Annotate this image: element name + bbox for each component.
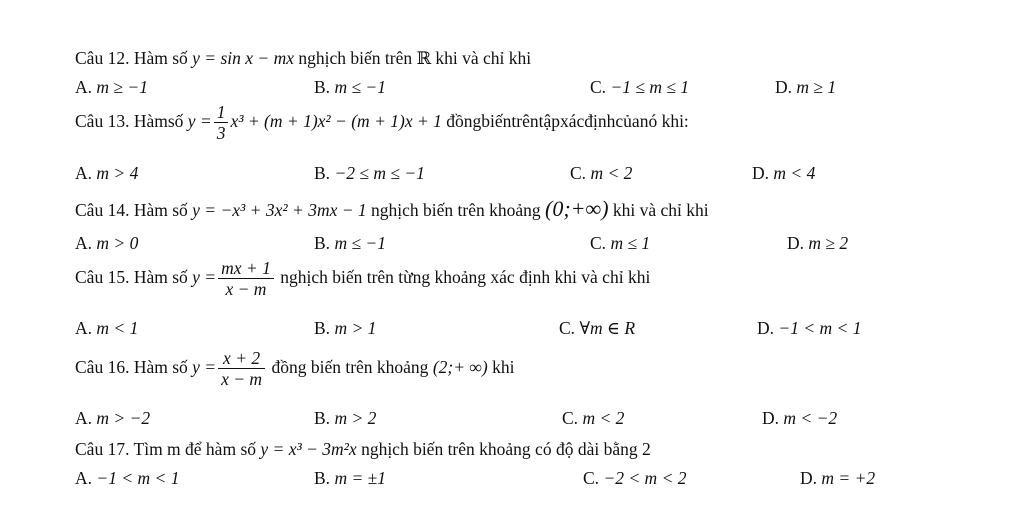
question-14-condition: khi và chỉ khi — [612, 200, 709, 220]
question-13-option-c: C. m < 2 — [570, 163, 633, 183]
question-12-formula: y = sin x − mx — [192, 48, 295, 68]
question-17-formula: y = x³ − 3m²x — [260, 439, 357, 459]
question-13-option-d: D. m < 4 — [752, 163, 816, 183]
question-14-option-b: B. m ≤ −1 — [314, 233, 386, 253]
question-14-option-c: C. m ≤ 1 — [590, 233, 651, 253]
question-12-option-a: A. m ≥ −1 — [75, 77, 148, 97]
question-13-intro: Hàmsố — [133, 110, 184, 131]
question-15-formula-lead: y = — [192, 266, 217, 287]
question-17-option-c: C. −2 < m < 2 — [583, 468, 687, 488]
question-16-option-c: C. m < 2 — [562, 408, 625, 428]
question-17-label: Câu 17. — [75, 439, 130, 459]
question-15-option-a: A. m < 1 — [75, 318, 139, 338]
cropped-next-line — [0, 500, 1024, 507]
question-13-formula-lead: y = — [187, 110, 212, 131]
question-17-option-a: A. −1 < m < 1 — [75, 468, 180, 488]
question-16-interval-text: đồng biến trên khoảng — [271, 356, 429, 377]
question-14-label: Câu 14. — [75, 200, 130, 220]
question-13-formula-rest: x³ + (m + 1)x² − (m + 1)x + 1 — [230, 110, 442, 131]
question-15-fraction: $\frac{mx + 1}{x - m}$ — [218, 259, 274, 299]
question-15-option-d: D. −1 < m < 1 — [757, 318, 862, 338]
question-12-option-b: B. m ≤ −1 — [314, 77, 386, 97]
question-12-condition: nghịch biến trên ℝ khi và chỉ khi — [298, 48, 532, 68]
question-16-stem — [75, 349, 514, 389]
question-14-stem — [75, 196, 709, 222]
question-12-stem — [75, 48, 531, 69]
question-14-interval-text: nghịch biến trên khoảng — [371, 200, 541, 220]
question-13-stem — [75, 103, 689, 143]
question-17-stem — [75, 439, 651, 460]
question-15-condition: nghịch biến trên từng khoảng xác định khi và chỉ khi — [280, 266, 651, 287]
question-16-intro: Hàm số — [133, 356, 188, 377]
question-14-interval: (0;+∞) — [545, 196, 609, 221]
question-14-formula: y = −x³ + 3x² + 3mx − 1 — [192, 200, 367, 220]
question-16-fraction: $\frac{x + 2}{x - m}$ — [218, 349, 265, 389]
question-16-option-a: A. m > −2 — [75, 408, 151, 428]
question-12-intro: Hàm số — [133, 48, 188, 68]
question-13-option-b: B. −2 ≤ m ≤ −1 — [314, 163, 425, 183]
question-16-formula-lead: y = — [192, 356, 217, 377]
question-12-option-d: D. m ≥ 1 — [775, 77, 837, 97]
question-14-intro: Hàm số — [133, 200, 188, 220]
question-14-option-d: D. m ≥ 2 — [787, 233, 849, 253]
question-17-condition: nghịch biến trên khoảng có độ dài bằng 2 — [361, 439, 651, 459]
question-15-label: Câu 15. — [75, 266, 130, 287]
question-13-condition: đồngbiếntrêntậpxácđịnhcủanó khi: — [446, 110, 689, 131]
question-17-option-d: D. m = +2 — [800, 468, 876, 488]
question-12-label: Câu 12. — [75, 48, 130, 68]
question-15-stem — [75, 259, 650, 299]
question-13-fraction: $\frac{1}{3}$ — [214, 103, 229, 143]
question-16-condition: khi — [492, 356, 515, 377]
question-16-option-b: B. m > 2 — [314, 408, 377, 428]
question-16-interval: (2;+ ∞) — [432, 356, 488, 377]
question-16-label: Câu 16. — [75, 356, 130, 377]
question-15-option-c: C. ∀m ∈ R — [559, 318, 636, 338]
question-13-label: Câu 13. — [75, 110, 130, 131]
question-15-intro: Hàm số — [133, 266, 188, 287]
question-17-option-b: B. m = ±1 — [314, 468, 386, 488]
question-15-option-b: B. m > 1 — [314, 318, 377, 338]
question-17-intro: Tìm m để hàm số — [133, 439, 256, 459]
question-12-option-c: C. −1 ≤ m ≤ 1 — [590, 77, 690, 97]
question-16-option-d: D. m < −2 — [762, 408, 838, 428]
question-14-option-a: A. m > 0 — [75, 233, 139, 253]
question-13-option-a: A. m > 4 — [75, 163, 139, 183]
